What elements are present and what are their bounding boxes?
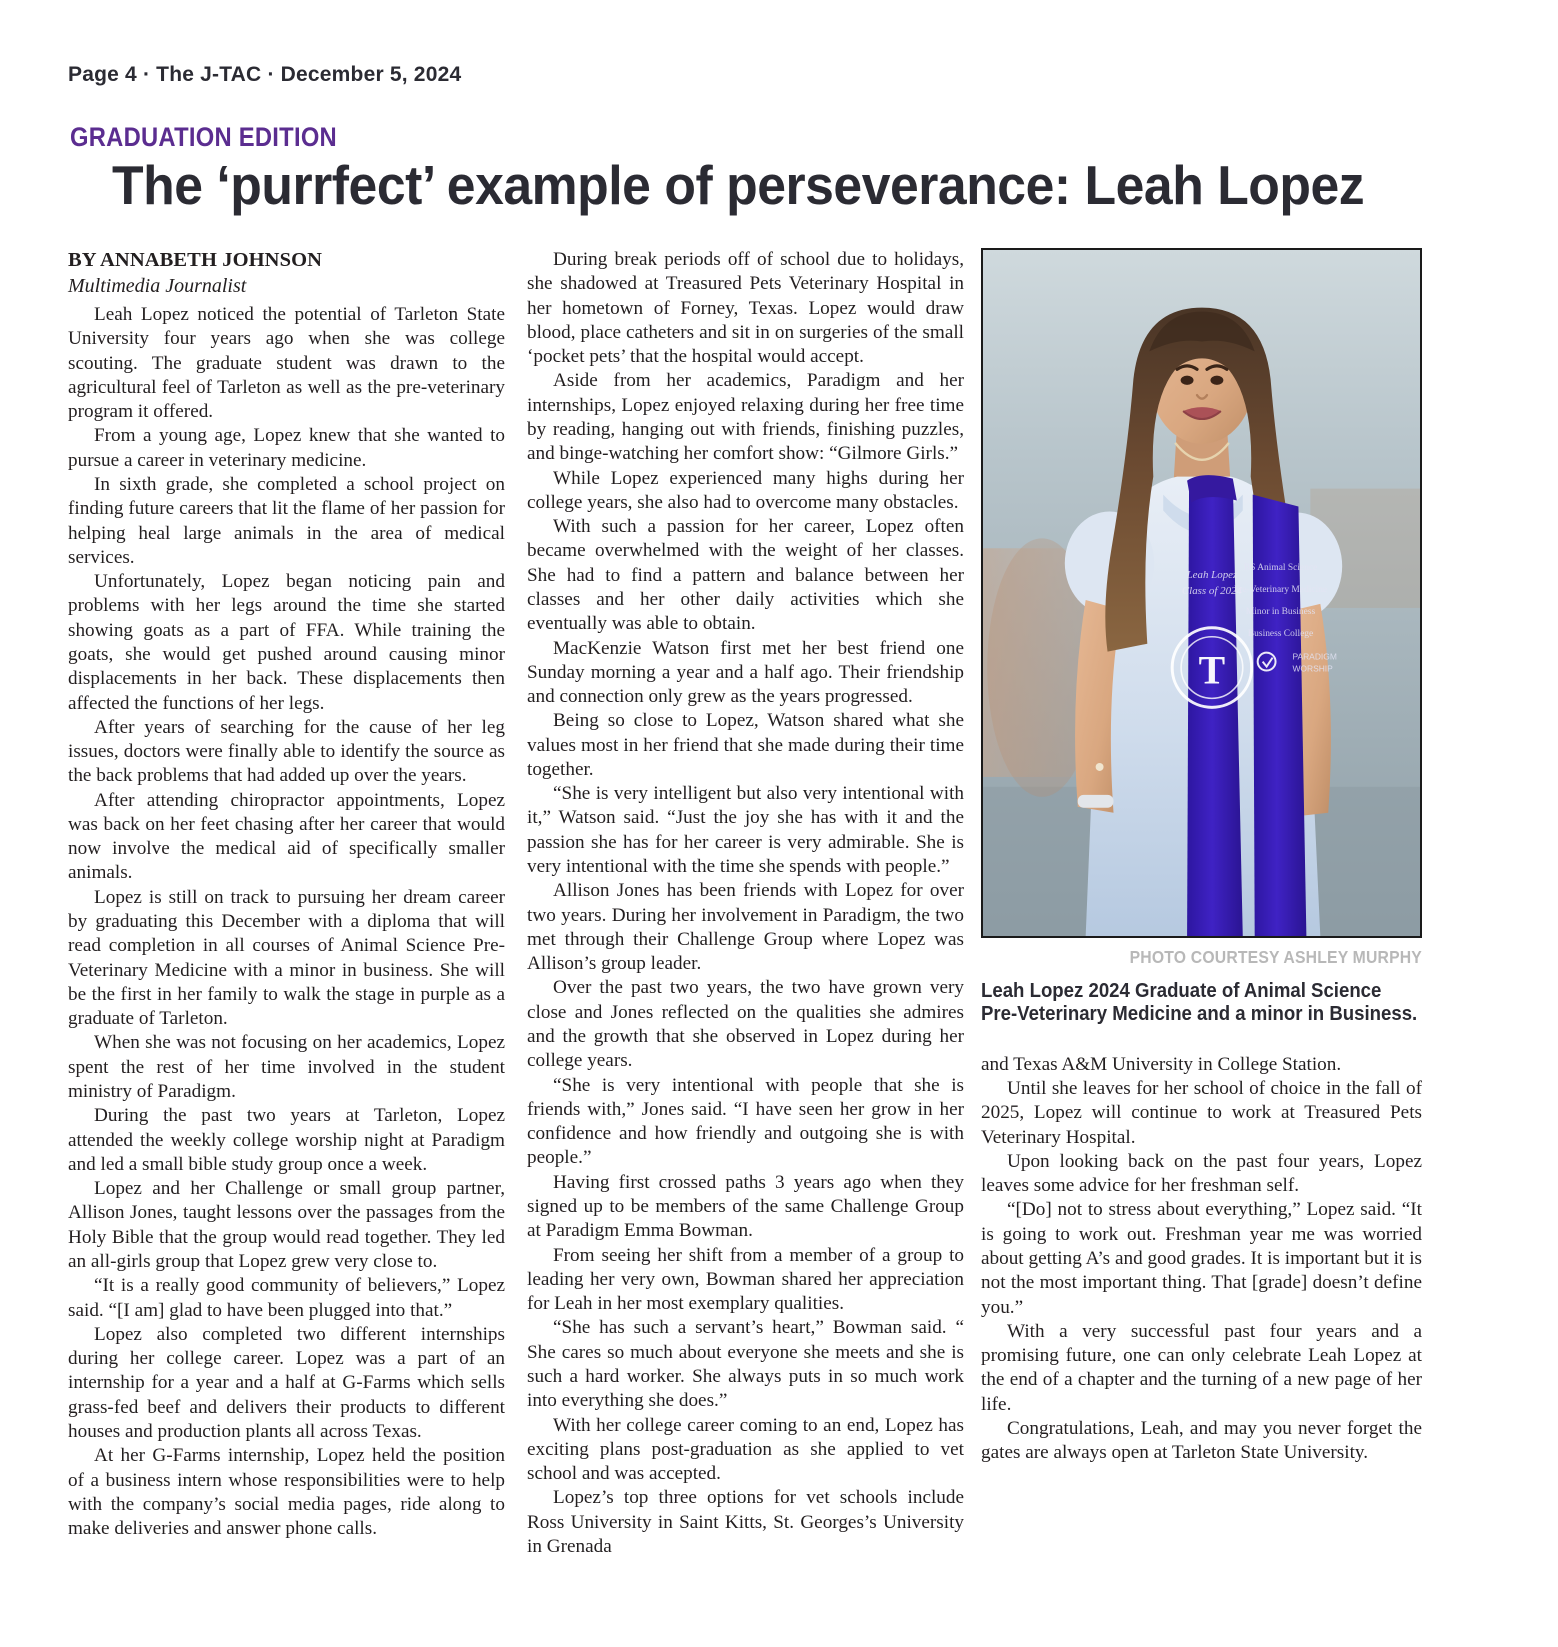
- svg-text:Pre-Veterinary Medicine: Pre-Veterinary Medicine: [1234, 585, 1328, 596]
- svg-text:BS Animal Science: BS Animal Science: [1243, 563, 1318, 574]
- photo-block: [981, 248, 1422, 1027]
- paragraph: Being so close to Lopez, Watson shared what she values most in her friend that she made during their time together.: [527, 710, 964, 780]
- article-column-1: [68, 248, 505, 1541]
- paragraph: After years of searching for the cause of her leg issues, doctors were finally able to identify the source as the back problems that had added up over the years.: [68, 716, 505, 787]
- photo-credit: PHOTO COURTESY ASHLEY MURPHY: [1129, 947, 1422, 967]
- paragraph: “She is very intelligent but also very intentional with it,” Watson said. “Just the joy she has with it and the passion she has for her career is very admirable. She is very intentional with the time she spends with people.”: [527, 783, 964, 878]
- paragraph: Over the past two years, the two have grown very close and Jones reflected on the qualities she admires and the growth that she observed in Lopez during her college years.: [527, 977, 964, 1072]
- paragraph: “It is a really good community of believers,” Lopez said. “[I am] glad to have been plugged into that.”: [68, 1275, 505, 1321]
- paragraph: Lopez is still on track to pursuing her dream career by graduating this December with a diploma that will read completion in all courses of Animal Science Pre-Veterinary Medicine with a minor in business. She will be the first in her family to walk the stage in purple as a graduate of Tarleton.: [68, 886, 505, 1030]
- paragraph: and Texas A&M University in College Station.: [981, 1053, 1342, 1075]
- paragraph: From a young age, Lopez knew that she wanted to pursue a career in veterinary medicine.: [68, 425, 505, 471]
- article-column-3: [981, 248, 1422, 1466]
- section-kicker: GRADUATION EDITION: [70, 122, 337, 152]
- paragraph: Having first crossed paths 3 years ago when they signed up to be members of the same Challenge Group at Paradigm Emma Bowman.: [527, 1171, 964, 1242]
- paragraph: Unfortunately, Lopez began noticing pain and problems with her legs around the time she started showing goats as a part of FFA. While training the goats, she would get pushed around causing minor displacements in her back. These displacements then affected the functions of her legs.: [68, 571, 505, 714]
- paragraph: While Lopez experienced many highs during her college years, she also had to overcome many obstacles.: [527, 467, 964, 513]
- paragraph: Until she leaves for her school of choice in the fall of 2025, Lopez will continue to work at Treasured Pets Veterinary Hospital.: [981, 1078, 1422, 1148]
- svg-text:Business College: Business College: [1247, 628, 1314, 639]
- article-column-2: [527, 248, 964, 1559]
- paragraph: Aside from her academics, Paradigm and her internships, Lopez enjoyed relaxing during her free time by reading, hanging out with friends, finishing puzzles, and binge-watching her comfort show: “Gilmore Girls.”: [527, 370, 964, 465]
- byline-author: BY ANNABETH JOHNSON: [68, 249, 323, 271]
- paragraph: With a very successful past four years and a promising future, one can only celebrate Leah Lopez at the end of a chapter and the turning of a new page of her life.: [981, 1320, 1422, 1415]
- paragraph: Allison Jones has been friends with Lopez for over two years. During her involvement in Paradigm, the two met through their Challenge Group where Lopez was Allison’s group leader.: [527, 880, 964, 975]
- paragraph: During break periods off of school due to holidays, she shadowed at Treasured Pets Veterinary Hospital in her hometown of Forney, Texas. Lopez would draw blood, place catheters and sit in on surgeries of the small ‘pocket pets’ that the hospital would accept.: [527, 249, 964, 368]
- photo-caption: Leah Lopez 2024 Graduate of Animal Science Pre-Veterinary Medicine and a minor in Business.: [981, 980, 1418, 1026]
- paragraph: Lopez also completed two different internships during her college career. Lopez was a part of an internship for a year and a half at G-Farms which sells grass-fed beef and delivers their products to different houses and production plants all across Texas.: [68, 1323, 505, 1442]
- paragraph: When she was not focusing on her academics, Lopez spent the rest of her time involved in the student ministry of Paradigm.: [68, 1032, 505, 1102]
- paragraph: After attending chiropractor appointments, Lopez was back on her feet chasing after her career that would now involve the medical aid of specifically smaller animals.: [68, 789, 505, 884]
- paragraph: With her college career coming to an end, Lopez has exciting plans post-graduation as she applied to vet school and was accepted.: [527, 1414, 964, 1485]
- svg-text:T: T: [1198, 648, 1226, 693]
- svg-text:Minor in Business: Minor in Business: [1245, 606, 1316, 617]
- svg-text:Leah Lopez: Leah Lopez: [1186, 569, 1238, 582]
- page-headline: The ‘purrfect’ example of perseverance: Leah Lopez: [112, 154, 1365, 216]
- portrait-illustration: [983, 250, 1420, 936]
- paragraph: In sixth grade, she completed a school project on finding future careers that lit the flame of her passion for helping heal large animals in the area of medical services.: [68, 473, 505, 568]
- paragraph: Leah Lopez noticed the potential of Tarleton State University four years ago when she was college scouting. The graduate student was drawn to the agricultural feel of Tarleton as well as the pre-veterinary program it offered.: [68, 304, 505, 423]
- paragraph: From seeing her shift from a member of a group to leading her very own, Bowman shared her appreciation for Leah in her most exemplary qualities.: [527, 1244, 964, 1315]
- paragraph: “She is very intentional with people that she is friends with,” Jones said. “I have seen her grow in her confidence and how friendly and outgoing she is with people.”: [527, 1074, 964, 1169]
- svg-text:PARADIGM: PARADIGM: [1292, 651, 1337, 662]
- paragraph: Lopez and her Challenge or small group partner, Allison Jones, taught lessons over the passages from the Holy Bible that the group would read together. They led an all-girls group that Lopez grew very close to.: [68, 1178, 505, 1272]
- page-folio: Page 4 · The J-TAC · December 5, 2024: [68, 63, 462, 86]
- svg-text:Class of 2024: Class of 2024: [1181, 584, 1242, 597]
- paragraph: MacKenzie Watson first met her best friend one Sunday morning a year and a half ago. Their friendship and connection only grew as the years progressed.: [527, 637, 964, 708]
- paragraph: “She has such a servant’s heart,” Bowman said. “ She cares so much about everyone she meets and she is such a hard worker. She always puts in so much work into everything she does.”: [527, 1317, 964, 1412]
- paragraph: Congratulations, Leah, and may you never forget the gates are always open at Tarleton State University.: [981, 1418, 1422, 1464]
- byline-role: Multimedia Journalist: [68, 275, 247, 297]
- graduate-portrait-photo: [981, 248, 1422, 938]
- paragraph: With such a passion for her career, Lopez often became overwhelmed with the weight of her classes. She had to find a pattern and balance between her classes and her other daily activities which she eventually was able to obtain.: [527, 516, 964, 635]
- paragraph: Upon looking back on the past four years, Lopez leaves some advice for her freshman self.: [981, 1150, 1422, 1197]
- paragraph: At her G-Farms internship, Lopez held the position of a business intern whose responsibilities were to help with the company’s social media pages, ride along to make deliveries and answer phone calls.: [68, 1445, 505, 1540]
- svg-text:WORSHIP: WORSHIP: [1292, 663, 1333, 674]
- paragraph: During the past two years at Tarleton, Lopez attended the weekly college worship night at Paradigm and led a small bible study group once a week.: [68, 1105, 505, 1175]
- paragraph: Lopez’s top three options for vet schools include Ross University in Saint Kitts, St. Georges’s University in Grenada: [527, 1487, 964, 1557]
- paragraph: “[Do] not to stress about everything,” Lopez said. “It is going to work out. Freshman year me was worried about getting A’s and good grades. It is important but it is not the most important thing. That [grade] doesn’t define you.”: [981, 1199, 1422, 1318]
